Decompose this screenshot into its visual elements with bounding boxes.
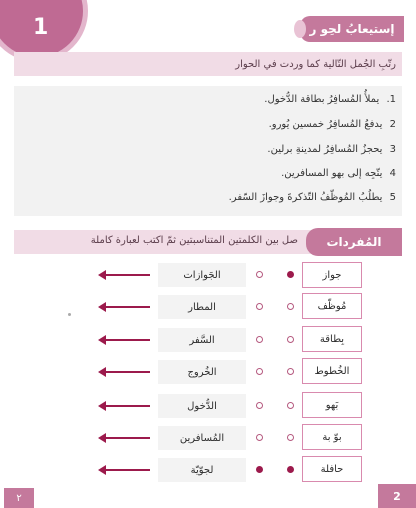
word-cell-right[interactable]: بوّ بة xyxy=(302,424,362,450)
connector-dot[interactable] xyxy=(256,271,263,278)
word-cell-right[interactable]: الخُطوط xyxy=(302,358,362,384)
word-cell-right[interactable]: بَهو xyxy=(302,392,362,418)
stray-mark xyxy=(68,313,71,316)
sentence-text: يدفعُ المُسافِرُ خمسين يُورو. xyxy=(268,119,383,130)
connector-dot[interactable] xyxy=(256,434,263,441)
sentence-number: 5 xyxy=(389,192,396,203)
sentence-text: يتّجِه إلى بهو المسافرين. xyxy=(281,168,383,179)
sentence-number: 4 xyxy=(389,168,396,179)
arrow-icon xyxy=(104,405,150,407)
arrow-icon xyxy=(104,306,150,308)
arrow-icon xyxy=(104,437,150,439)
connector-dot[interactable] xyxy=(256,466,263,473)
word-cell-right[interactable]: بِطاقة xyxy=(302,326,362,352)
sentence-item xyxy=(229,192,396,203)
arrow-icon xyxy=(104,371,150,373)
sentence-text: يحجزُ المُسافِرُ لمدينةِ برلين. xyxy=(267,144,383,155)
word-cell-left[interactable]: الجَوازات xyxy=(158,263,246,287)
connector-dot[interactable] xyxy=(256,368,263,375)
page-number-right: 2 xyxy=(378,484,416,508)
connector-dot[interactable] xyxy=(287,466,294,473)
connector-dot[interactable] xyxy=(287,303,294,310)
sentence-item xyxy=(267,144,396,155)
sentence-item xyxy=(281,168,396,179)
unit-number: 1 xyxy=(33,15,49,40)
arrow-icon xyxy=(104,339,150,341)
word-cell-left[interactable]: الدُّخول xyxy=(158,394,246,418)
connector-dot[interactable] xyxy=(256,303,263,310)
sentence-number: 2 xyxy=(389,119,396,130)
word-cell-left[interactable]: لجوّيّة xyxy=(158,458,246,482)
word-cell-left[interactable]: المُسافرين xyxy=(158,426,246,450)
sentence-number: 1. xyxy=(386,94,396,105)
arrow-icon xyxy=(104,274,150,276)
sentence-text: يملأُ المُسافِرُ بطاقة الدُّخول. xyxy=(264,94,380,105)
sentence-item xyxy=(269,119,396,130)
sentence-item xyxy=(264,94,396,105)
word-cell-right[interactable]: مُوظّف xyxy=(302,293,362,319)
word-cell-left[interactable]: المطار xyxy=(158,295,246,319)
connector-dot[interactable] xyxy=(256,402,263,409)
connector-dot[interactable] xyxy=(287,434,294,441)
connector-dot[interactable] xyxy=(287,368,294,375)
connector-dot[interactable] xyxy=(287,402,294,409)
vocab-instruction: صل بين الكلمتين المتناسبتين ثمّ اكتب لعبارة كاملة xyxy=(90,235,298,246)
sentence-text: يطلُبُ المُوظّفُ التّذكرةَ وجوازَ السّفر. xyxy=(228,192,383,203)
vocab-title: المُفردات xyxy=(306,228,402,256)
sentences-box xyxy=(14,86,402,216)
connector-dot[interactable] xyxy=(256,336,263,343)
word-cell-left[interactable]: السَّفر xyxy=(158,328,246,352)
word-cell-right[interactable]: جواز xyxy=(302,262,362,288)
connector-dot[interactable] xyxy=(287,336,294,343)
word-cell-right[interactable]: حافلة xyxy=(302,456,362,482)
connector-dot[interactable] xyxy=(287,271,294,278)
sentence-number: 3 xyxy=(389,144,396,155)
page-number-left: ٢ xyxy=(4,488,34,508)
word-cell-left[interactable]: الخُروج xyxy=(158,360,246,384)
arrow-icon xyxy=(104,469,150,471)
ordering-instruction: رتّبِ الجُمل التّالية كما وردت في الحوار xyxy=(14,52,402,76)
section-title: إستيعابُ لحِو ر xyxy=(300,16,404,42)
